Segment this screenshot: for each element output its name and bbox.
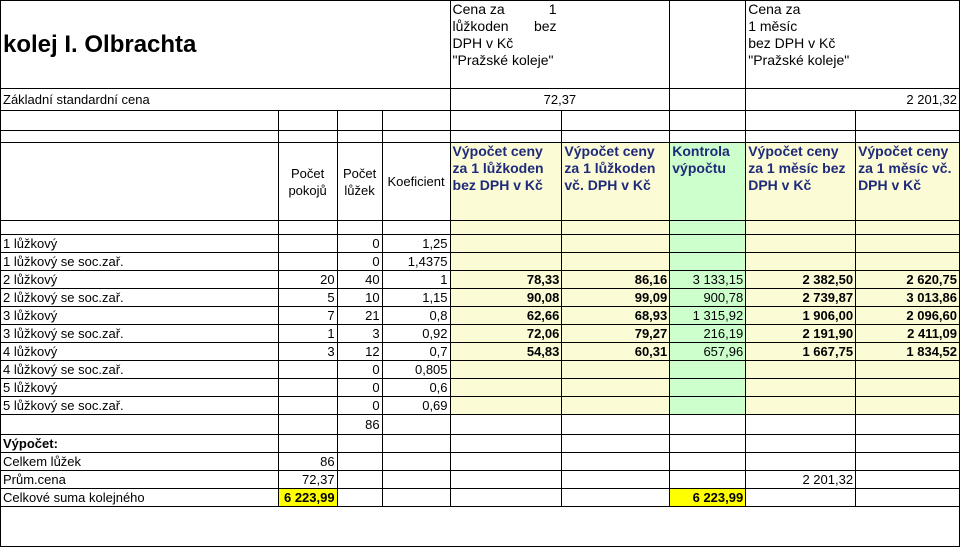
room-type[interactable]: 2 lůžkový se soc.zař. — [1, 289, 279, 307]
month-inc-vat[interactable]: 3 013,86 — [856, 289, 960, 307]
check-value[interactable] — [670, 253, 746, 271]
month-inc-vat[interactable]: 2 411,09 — [856, 325, 960, 343]
column-header-bed-day-ex-vat[interactable]: Výpočet ceny za 1 lůžkoden bez DPH v Kč — [450, 143, 562, 221]
avg-price-value[interactable]: 72,37 — [278, 471, 337, 489]
header-price-per-month[interactable]: Cena za 1 měsíc bez DPH v Kč "Pražské koleje" — [746, 1, 960, 89]
room-type[interactable]: 5 lůžkový — [1, 379, 279, 397]
bed-day-inc-vat[interactable] — [562, 379, 670, 397]
bed-day-inc-vat[interactable]: 60,31 — [562, 343, 670, 361]
coefficient[interactable]: 1 — [382, 271, 450, 289]
column-header-month-ex-vat[interactable]: Výpočet ceny za 1 měsíc bez DPH v Kč — [746, 143, 856, 221]
beds-count[interactable]: 21 — [337, 307, 382, 325]
table-row — [1, 325, 960, 343]
cell-empty[interactable] — [670, 89, 746, 111]
month-ex-vat[interactable]: 2 191,90 — [746, 325, 856, 343]
total-sum-label[interactable]: Celkové suma kolejného — [1, 489, 279, 507]
column-header-month-inc-vat[interactable]: Výpočet ceny za 1 měsíc vč. DPH v Kč — [856, 143, 960, 221]
bed-day-ex-vat[interactable]: 90,08 — [450, 289, 562, 307]
bed-day-ex-vat[interactable] — [450, 235, 562, 253]
column-header-beds[interactable]: Počet lůžek — [337, 143, 382, 221]
bed-day-inc-vat[interactable]: 99,09 — [562, 289, 670, 307]
rooms-count[interactable]: 7 — [278, 307, 337, 325]
bed-day-ex-vat[interactable]: 54,83 — [450, 343, 562, 361]
coefficient[interactable]: 1,25 — [382, 235, 450, 253]
coefficient[interactable]: 1,15 — [382, 289, 450, 307]
base-price-label[interactable]: Základní standardní cena — [1, 89, 451, 111]
beds-total[interactable]: 86 — [337, 415, 382, 435]
check-value[interactable]: 216,19 — [670, 325, 746, 343]
check-sum-value[interactable]: 6 223,99 — [670, 489, 746, 507]
bed-day-inc-vat[interactable]: 68,93 — [562, 307, 670, 325]
header-price-per-bed-day[interactable]: Cena za 1 lůžkoden bez DPH v Kč "Pražské koleje" — [450, 1, 670, 89]
bed-day-ex-vat[interactable]: 78,33 — [450, 271, 562, 289]
beds-count[interactable]: 12 — [337, 343, 382, 361]
base-price-per-bed-day[interactable]: 72,37 — [450, 89, 670, 111]
cell-empty[interactable] — [1, 415, 279, 435]
bed-day-inc-vat[interactable]: 86,16 — [562, 271, 670, 289]
month-inc-vat[interactable] — [856, 379, 960, 397]
column-header-check[interactable]: Kontrola výpočtu — [670, 143, 746, 221]
total-beds-value[interactable]: 86 — [278, 453, 337, 471]
check-value[interactable]: 657,96 — [670, 343, 746, 361]
month-inc-vat[interactable] — [856, 397, 960, 415]
room-type[interactable]: 3 lůžkový se soc.zař. — [1, 325, 279, 343]
table-row — [1, 307, 960, 325]
room-type[interactable]: 5 lůžkový se soc.zař. — [1, 397, 279, 415]
beds-count[interactable]: 40 — [337, 271, 382, 289]
avg-price-label[interactable]: Prům.cena — [1, 471, 279, 489]
month-ex-vat[interactable]: 2 382,50 — [746, 271, 856, 289]
bed-day-inc-vat[interactable] — [562, 397, 670, 415]
month-ex-vat[interactable] — [746, 235, 856, 253]
cell-empty[interactable] — [670, 1, 746, 89]
coefficient[interactable]: 0,7 — [382, 343, 450, 361]
total-beds-label[interactable]: Celkem lůžek — [1, 453, 279, 471]
total-sum-value[interactable]: 6 223,99 — [278, 489, 337, 507]
bed-day-inc-vat[interactable] — [562, 361, 670, 379]
bed-day-ex-vat[interactable]: 72,06 — [450, 325, 562, 343]
check-value[interactable] — [670, 397, 746, 415]
room-type[interactable]: 1 lůžkový se soc.zař. — [1, 253, 279, 271]
beds-count[interactable]: 0 — [337, 361, 382, 379]
sheet-title[interactable]: kolej I. Olbrachta — [1, 1, 451, 89]
summary-heading[interactable]: Výpočet: — [1, 435, 279, 453]
table-row — [1, 343, 960, 361]
rooms-count[interactable] — [278, 379, 337, 397]
check-value[interactable] — [670, 235, 746, 253]
base-price-per-month[interactable]: 2 201,32 — [746, 89, 960, 111]
column-header-rooms[interactable]: Počet pokojů — [278, 143, 337, 221]
check-value[interactable]: 900,78 — [670, 289, 746, 307]
column-header-bed-day-inc-vat[interactable]: Výpočet ceny za 1 lůžkoden vč. DPH v Kč — [562, 143, 670, 221]
month-ex-vat[interactable]: 1 667,75 — [746, 343, 856, 361]
coefficient[interactable]: 0,6 — [382, 379, 450, 397]
month-inc-vat[interactable] — [856, 253, 960, 271]
bed-day-inc-vat[interactable] — [562, 235, 670, 253]
rooms-count[interactable]: 3 — [278, 343, 337, 361]
avg-month-value[interactable]: 2 201,32 — [746, 471, 856, 489]
bed-day-ex-vat[interactable] — [450, 379, 562, 397]
table-row — [1, 397, 960, 415]
cell-empty[interactable] — [1, 143, 279, 221]
beds-count[interactable]: 3 — [337, 325, 382, 343]
rooms-count[interactable] — [278, 235, 337, 253]
rooms-count[interactable]: 20 — [278, 271, 337, 289]
coefficient[interactable]: 0,69 — [382, 397, 450, 415]
month-ex-vat[interactable]: 1 906,00 — [746, 307, 856, 325]
cell-empty[interactable] — [1, 111, 279, 131]
table-row — [1, 271, 960, 289]
room-type[interactable]: 2 lůžkový — [1, 271, 279, 289]
check-value[interactable]: 3 133,15 — [670, 271, 746, 289]
beds-count[interactable]: 0 — [337, 379, 382, 397]
bed-day-ex-vat[interactable] — [450, 253, 562, 271]
table-row — [1, 253, 960, 271]
coefficient[interactable]: 1,4375 — [382, 253, 450, 271]
rooms-count[interactable]: 1 — [278, 325, 337, 343]
beds-count[interactable]: 10 — [337, 289, 382, 307]
coefficient[interactable]: 0,805 — [382, 361, 450, 379]
month-ex-vat[interactable] — [746, 253, 856, 271]
cell-empty[interactable] — [1, 221, 279, 235]
check-value[interactable] — [670, 361, 746, 379]
table-row — [1, 361, 960, 379]
month-ex-vat[interactable] — [746, 397, 856, 415]
room-type[interactable]: 4 lůžkový — [1, 343, 279, 361]
column-header-coefficient[interactable]: Koeficient — [382, 143, 450, 221]
bed-day-ex-vat[interactable]: 62,66 — [450, 307, 562, 325]
room-type[interactable]: 3 lůžkový — [1, 307, 279, 325]
beds-count[interactable]: 0 — [337, 253, 382, 271]
month-inc-vat[interactable] — [856, 361, 960, 379]
rooms-count[interactable]: 5 — [278, 289, 337, 307]
coefficient[interactable]: 0,92 — [382, 325, 450, 343]
month-ex-vat[interactable]: 2 739,87 — [746, 289, 856, 307]
beds-count[interactable]: 0 — [337, 397, 382, 415]
room-type[interactable]: 4 lůžkový se soc.zař. — [1, 361, 279, 379]
coefficient[interactable]: 0,8 — [382, 307, 450, 325]
bed-day-ex-vat[interactable] — [450, 397, 562, 415]
room-type[interactable]: 1 lůžkový — [1, 235, 279, 253]
cell-empty[interactable] — [1, 507, 960, 547]
month-ex-vat[interactable] — [746, 361, 856, 379]
bed-day-ex-vat[interactable] — [450, 361, 562, 379]
bed-day-inc-vat[interactable]: 79,27 — [562, 325, 670, 343]
cell-empty[interactable] — [1, 131, 279, 143]
month-inc-vat[interactable]: 2 096,60 — [856, 307, 960, 325]
table-row — [1, 235, 960, 253]
rooms-count[interactable] — [278, 253, 337, 271]
month-inc-vat[interactable] — [856, 235, 960, 253]
table-row — [1, 379, 960, 397]
month-inc-vat[interactable]: 2 620,75 — [856, 271, 960, 289]
check-value[interactable]: 1 315,92 — [670, 307, 746, 325]
rooms-count[interactable] — [278, 361, 337, 379]
bed-day-inc-vat[interactable] — [562, 253, 670, 271]
table-row — [1, 289, 960, 307]
beds-count[interactable]: 0 — [337, 235, 382, 253]
month-inc-vat[interactable]: 1 834,52 — [856, 343, 960, 361]
rooms-count[interactable] — [278, 397, 337, 415]
month-ex-vat[interactable] — [746, 379, 856, 397]
check-value[interactable] — [670, 379, 746, 397]
